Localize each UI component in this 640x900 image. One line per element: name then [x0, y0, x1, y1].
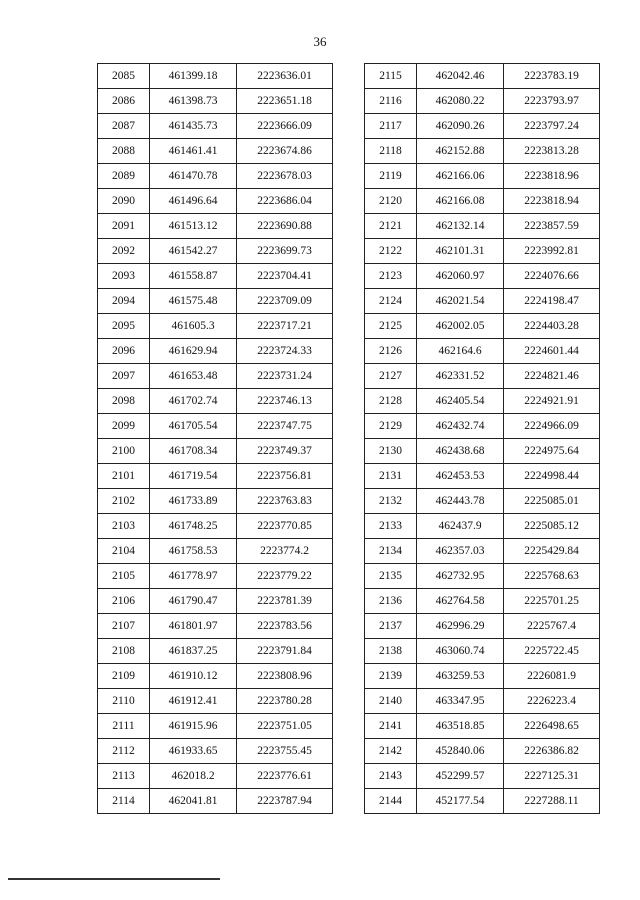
- table-row: [98, 439, 333, 464]
- x-coordinate-cell: 452177.54: [417, 789, 504, 814]
- table-row: [365, 264, 600, 289]
- table-row: [98, 464, 333, 489]
- point-number-cell: 2088: [98, 139, 150, 164]
- table-row: [98, 189, 333, 214]
- y-coordinate-cell: 2225722.45: [504, 639, 600, 664]
- y-coordinate-cell: 2223793.97: [504, 89, 600, 114]
- point-number-cell: 2091: [98, 214, 150, 239]
- point-number-cell: 2112: [98, 739, 150, 764]
- y-coordinate-cell: 2226081.9: [504, 664, 600, 689]
- table-row: [365, 614, 600, 639]
- y-coordinate-cell: 2223791.84: [237, 639, 333, 664]
- x-coordinate-cell: 462732.95: [417, 564, 504, 589]
- table-row: [365, 289, 600, 314]
- point-number-cell: 2108: [98, 639, 150, 664]
- table-row: [98, 764, 333, 789]
- x-coordinate-cell: 462021.54: [417, 289, 504, 314]
- x-coordinate-cell: 461470.78: [150, 164, 237, 189]
- table-row: [365, 339, 600, 364]
- point-number-cell: 2095: [98, 314, 150, 339]
- y-coordinate-cell: 2223674.86: [237, 139, 333, 164]
- table-row: [98, 314, 333, 339]
- y-coordinate-cell: 2223636.01: [237, 64, 333, 89]
- table-row: [365, 514, 600, 539]
- y-coordinate-cell: 2223776.61: [237, 764, 333, 789]
- x-coordinate-cell: 452840.06: [417, 739, 504, 764]
- y-coordinate-cell: 2223731.24: [237, 364, 333, 389]
- y-coordinate-cell: 2223797.24: [504, 114, 600, 139]
- table-row: [365, 714, 600, 739]
- point-number-cell: 2140: [365, 689, 417, 714]
- y-coordinate-cell: 2223818.94: [504, 189, 600, 214]
- table-row: [98, 514, 333, 539]
- table-row: [98, 89, 333, 114]
- table-row: [365, 364, 600, 389]
- point-number-cell: 2129: [365, 414, 417, 439]
- x-coordinate-cell: 462331.52: [417, 364, 504, 389]
- x-coordinate-cell: 461629.94: [150, 339, 237, 364]
- x-coordinate-cell: 461558.87: [150, 264, 237, 289]
- point-number-cell: 2110: [98, 689, 150, 714]
- x-coordinate-cell: 462060.97: [417, 264, 504, 289]
- table-row: [98, 564, 333, 589]
- y-coordinate-cell: 2226498.65: [504, 714, 600, 739]
- point-number-cell: 2094: [98, 289, 150, 314]
- footnote-separator-line: [8, 878, 220, 880]
- y-coordinate-cell: 2223686.04: [237, 189, 333, 214]
- table-row: [365, 64, 600, 89]
- y-coordinate-cell: 2227288.11: [504, 789, 600, 814]
- table-row: [98, 64, 333, 89]
- table-row: [98, 614, 333, 639]
- y-coordinate-cell: 2225085.12: [504, 514, 600, 539]
- point-number-cell: 2106: [98, 589, 150, 614]
- y-coordinate-cell: 2223651.18: [237, 89, 333, 114]
- point-number-cell: 2123: [365, 264, 417, 289]
- coordinate-table-right: [364, 63, 600, 814]
- x-coordinate-cell: 461575.48: [150, 289, 237, 314]
- point-number-cell: 2120: [365, 189, 417, 214]
- point-number-cell: 2132: [365, 489, 417, 514]
- table-row: [365, 414, 600, 439]
- y-coordinate-cell: 2223747.75: [237, 414, 333, 439]
- table-row: [365, 539, 600, 564]
- table-row: [365, 164, 600, 189]
- x-coordinate-cell: 463060.74: [417, 639, 504, 664]
- y-coordinate-cell: 2224076.66: [504, 264, 600, 289]
- point-number-cell: 2100: [98, 439, 150, 464]
- y-coordinate-cell: 2223724.33: [237, 339, 333, 364]
- table-row: [365, 314, 600, 339]
- y-coordinate-cell: 2223755.45: [237, 739, 333, 764]
- point-number-cell: 2139: [365, 664, 417, 689]
- point-number-cell: 2142: [365, 739, 417, 764]
- table-row: [98, 589, 333, 614]
- y-coordinate-cell: 2224403.28: [504, 314, 600, 339]
- x-coordinate-cell: 461733.89: [150, 489, 237, 514]
- point-number-cell: 2113: [98, 764, 150, 789]
- point-number-cell: 2136: [365, 589, 417, 614]
- point-number-cell: 2115: [365, 64, 417, 89]
- point-number-cell: 2133: [365, 514, 417, 539]
- point-number-cell: 2087: [98, 114, 150, 139]
- point-number-cell: 2102: [98, 489, 150, 514]
- x-coordinate-cell: 461758.53: [150, 539, 237, 564]
- x-coordinate-cell: 461910.12: [150, 664, 237, 689]
- point-number-cell: 2144: [365, 789, 417, 814]
- y-coordinate-cell: 2223808.96: [237, 664, 333, 689]
- x-coordinate-cell: 461496.64: [150, 189, 237, 214]
- point-number-cell: 2086: [98, 89, 150, 114]
- table-row: [365, 464, 600, 489]
- x-coordinate-cell: 462090.26: [417, 114, 504, 139]
- x-coordinate-cell: 462018.2: [150, 764, 237, 789]
- y-coordinate-cell: 2226223.4: [504, 689, 600, 714]
- x-coordinate-cell: 461719.54: [150, 464, 237, 489]
- x-coordinate-cell: 461705.54: [150, 414, 237, 439]
- table-row: [365, 689, 600, 714]
- x-coordinate-cell: 462432.74: [417, 414, 504, 439]
- x-coordinate-cell: 461837.25: [150, 639, 237, 664]
- point-number-cell: 2101: [98, 464, 150, 489]
- point-number-cell: 2099: [98, 414, 150, 439]
- table-row: [365, 439, 600, 464]
- point-number-cell: 2117: [365, 114, 417, 139]
- point-number-cell: 2103: [98, 514, 150, 539]
- x-coordinate-cell: 461702.74: [150, 389, 237, 414]
- y-coordinate-cell: 2223749.37: [237, 439, 333, 464]
- x-coordinate-cell: 452299.57: [417, 764, 504, 789]
- table-row: [98, 739, 333, 764]
- y-coordinate-cell: 2223992.81: [504, 239, 600, 264]
- x-coordinate-cell: 461461.41: [150, 139, 237, 164]
- point-number-cell: 2137: [365, 614, 417, 639]
- x-coordinate-cell: 462438.68: [417, 439, 504, 464]
- x-coordinate-cell: 463259.53: [417, 664, 504, 689]
- x-coordinate-cell: 462166.08: [417, 189, 504, 214]
- x-coordinate-cell: 461915.96: [150, 714, 237, 739]
- y-coordinate-cell: 2224975.64: [504, 439, 600, 464]
- y-coordinate-cell: 2224921.91: [504, 389, 600, 414]
- table-row: [98, 214, 333, 239]
- y-coordinate-cell: 2226386.82: [504, 739, 600, 764]
- point-number-cell: 2096: [98, 339, 150, 364]
- table-row: [98, 389, 333, 414]
- y-coordinate-cell: 2224821.46: [504, 364, 600, 389]
- y-coordinate-cell: 2223787.94: [237, 789, 333, 814]
- y-coordinate-cell: 2223746.13: [237, 389, 333, 414]
- y-coordinate-cell: 2223751.05: [237, 714, 333, 739]
- x-coordinate-cell: 461653.48: [150, 364, 237, 389]
- x-coordinate-cell: 463518.85: [417, 714, 504, 739]
- y-coordinate-cell: 2223666.09: [237, 114, 333, 139]
- x-coordinate-cell: 461513.12: [150, 214, 237, 239]
- point-number-cell: 2109: [98, 664, 150, 689]
- point-number-cell: 2138: [365, 639, 417, 664]
- table-row: [365, 664, 600, 689]
- x-coordinate-cell: 462443.78: [417, 489, 504, 514]
- table-row: [365, 389, 600, 414]
- y-coordinate-cell: 2225429.84: [504, 539, 600, 564]
- y-coordinate-cell: 2223763.83: [237, 489, 333, 514]
- table-row: [98, 664, 333, 689]
- table-row: [365, 489, 600, 514]
- y-coordinate-cell: 2223704.41: [237, 264, 333, 289]
- point-number-cell: 2105: [98, 564, 150, 589]
- x-coordinate-cell: 461542.27: [150, 239, 237, 264]
- y-coordinate-cell: 2224198.47: [504, 289, 600, 314]
- y-coordinate-cell: 2223690.88: [237, 214, 333, 239]
- table-row: [365, 114, 600, 139]
- table-row: [98, 414, 333, 439]
- y-coordinate-cell: 2223774.2: [237, 539, 333, 564]
- table-row: [365, 564, 600, 589]
- table-row: [365, 639, 600, 664]
- table-row: [365, 189, 600, 214]
- table-row: [98, 264, 333, 289]
- x-coordinate-cell: 462080.22: [417, 89, 504, 114]
- x-coordinate-cell: 461801.97: [150, 614, 237, 639]
- x-coordinate-cell: 461398.73: [150, 89, 237, 114]
- x-coordinate-cell: 462357.03: [417, 539, 504, 564]
- point-number-cell: 2098: [98, 389, 150, 414]
- x-coordinate-cell: 462132.14: [417, 214, 504, 239]
- point-number-cell: 2089: [98, 164, 150, 189]
- y-coordinate-cell: 2223857.59: [504, 214, 600, 239]
- table-row: [365, 789, 600, 814]
- x-coordinate-cell: 462042.46: [417, 64, 504, 89]
- y-coordinate-cell: 2225767.4: [504, 614, 600, 639]
- point-number-cell: 2141: [365, 714, 417, 739]
- table-row: [365, 764, 600, 789]
- y-coordinate-cell: 2223780.28: [237, 689, 333, 714]
- x-coordinate-cell: 462405.54: [417, 389, 504, 414]
- table-row: [365, 89, 600, 114]
- point-number-cell: 2111: [98, 714, 150, 739]
- point-number-cell: 2093: [98, 264, 150, 289]
- y-coordinate-cell: 2223717.21: [237, 314, 333, 339]
- point-number-cell: 2125: [365, 314, 417, 339]
- table-row: [98, 639, 333, 664]
- point-number-cell: 2126: [365, 339, 417, 364]
- table-row: [98, 339, 333, 364]
- table-row: [365, 589, 600, 614]
- y-coordinate-cell: 2225768.63: [504, 564, 600, 589]
- y-coordinate-cell: 2227125.31: [504, 764, 600, 789]
- point-number-cell: 2090: [98, 189, 150, 214]
- x-coordinate-cell: 461790.47: [150, 589, 237, 614]
- point-number-cell: 2131: [365, 464, 417, 489]
- point-number-cell: 2116: [365, 89, 417, 114]
- y-coordinate-cell: 2223678.03: [237, 164, 333, 189]
- table-row: [365, 214, 600, 239]
- x-coordinate-cell: 462101.31: [417, 239, 504, 264]
- x-coordinate-cell: 462152.88: [417, 139, 504, 164]
- x-coordinate-cell: 461708.34: [150, 439, 237, 464]
- table-row: [98, 689, 333, 714]
- point-number-cell: 2143: [365, 764, 417, 789]
- x-coordinate-cell: 461435.73: [150, 114, 237, 139]
- y-coordinate-cell: 2223783.19: [504, 64, 600, 89]
- table-row: [98, 714, 333, 739]
- x-coordinate-cell: 462764.58: [417, 589, 504, 614]
- point-number-cell: 2134: [365, 539, 417, 564]
- table-row: [365, 139, 600, 164]
- x-coordinate-cell: 462041.81: [150, 789, 237, 814]
- x-coordinate-cell: 462437.9: [417, 514, 504, 539]
- page-number: 36: [313, 34, 327, 49]
- y-coordinate-cell: 2224601.44: [504, 339, 600, 364]
- table-row: [98, 114, 333, 139]
- point-number-cell: 2119: [365, 164, 417, 189]
- x-coordinate-cell: 461605.3: [150, 314, 237, 339]
- point-number-cell: 2122: [365, 239, 417, 264]
- point-number-cell: 2097: [98, 364, 150, 389]
- point-number-cell: 2124: [365, 289, 417, 314]
- x-coordinate-cell: 463347.95: [417, 689, 504, 714]
- y-coordinate-cell: 2225085.01: [504, 489, 600, 514]
- table-row: [98, 164, 333, 189]
- y-coordinate-cell: 2223783.56: [237, 614, 333, 639]
- x-coordinate-cell: 462166.06: [417, 164, 504, 189]
- x-coordinate-cell: 461933.65: [150, 739, 237, 764]
- point-number-cell: 2107: [98, 614, 150, 639]
- point-number-cell: 2130: [365, 439, 417, 464]
- table-row: [365, 739, 600, 764]
- y-coordinate-cell: 2225701.25: [504, 589, 600, 614]
- table-row: [98, 539, 333, 564]
- point-number-cell: 2104: [98, 539, 150, 564]
- x-coordinate-cell: 461912.41: [150, 689, 237, 714]
- point-number-cell: 2092: [98, 239, 150, 264]
- table-row: [98, 289, 333, 314]
- point-number-cell: 2135: [365, 564, 417, 589]
- x-coordinate-cell: 461748.25: [150, 514, 237, 539]
- y-coordinate-cell: 2223709.09: [237, 289, 333, 314]
- x-coordinate-cell: 462453.53: [417, 464, 504, 489]
- x-coordinate-cell: 462164.6: [417, 339, 504, 364]
- x-coordinate-cell: 461778.97: [150, 564, 237, 589]
- y-coordinate-cell: 2223770.85: [237, 514, 333, 539]
- table-row: [98, 364, 333, 389]
- y-coordinate-cell: 2223756.81: [237, 464, 333, 489]
- point-number-cell: 2128: [365, 389, 417, 414]
- y-coordinate-cell: 2223813.28: [504, 139, 600, 164]
- table-row: [98, 239, 333, 264]
- table-row: [98, 789, 333, 814]
- point-number-cell: 2085: [98, 64, 150, 89]
- y-coordinate-cell: 2223779.22: [237, 564, 333, 589]
- y-coordinate-cell: 2224966.09: [504, 414, 600, 439]
- table-row: [98, 139, 333, 164]
- x-coordinate-cell: 462996.29: [417, 614, 504, 639]
- point-number-cell: 2118: [365, 139, 417, 164]
- point-number-cell: 2114: [98, 789, 150, 814]
- point-number-cell: 2121: [365, 214, 417, 239]
- table-row: [98, 489, 333, 514]
- coordinate-table-left: [97, 63, 333, 814]
- y-coordinate-cell: 2223818.96: [504, 164, 600, 189]
- y-coordinate-cell: 2223699.73: [237, 239, 333, 264]
- table-row: [365, 239, 600, 264]
- x-coordinate-cell: 461399.18: [150, 64, 237, 89]
- point-number-cell: 2127: [365, 364, 417, 389]
- y-coordinate-cell: 2224998.44: [504, 464, 600, 489]
- x-coordinate-cell: 462002.05: [417, 314, 504, 339]
- y-coordinate-cell: 2223781.39: [237, 589, 333, 614]
